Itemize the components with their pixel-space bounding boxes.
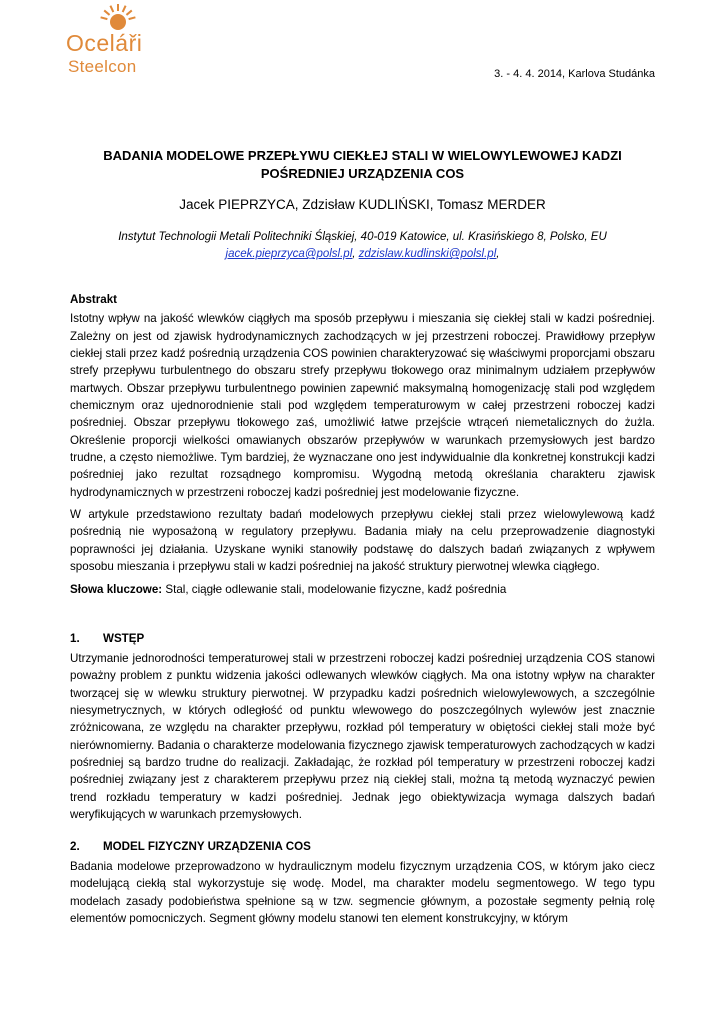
email-link-1[interactable]: jacek.pieprzyca@polsl.pl	[225, 248, 353, 260]
authors: Jacek PIEPRZYCA, Zdzisław KUDLIŃSKI, Tomasz MERDER	[179, 197, 546, 212]
paper-title	[70, 147, 655, 183]
logo-line2: Steelcon	[68, 57, 137, 76]
conference-logo	[66, 4, 176, 78]
keywords-text: Stal, ciągłe odlewanie stali, modelowanie fizyczne, kadź pośrednia	[162, 582, 507, 596]
section2-heading	[70, 840, 655, 853]
affiliation-block	[70, 229, 655, 263]
section2-paragraph: Badania modelowe przeprowadzono w hydraulicznym modelu fizycznym urządzenia COS, w którym jako ciecz modelującą ciekłą stal wykorzystuje się wodę. Model, ma charakter modelu segmentowego. W tego typu modelach zasady podobieństwa spełnione są w tzw. segmencie głównym, a pozostałe segmenty pełnią rolę elementów pomocniczych. Segment główny modelu stanowi ten element konstrukcyjny, w którym	[70, 860, 655, 926]
section2-body	[70, 858, 655, 927]
email-trail: ,	[496, 248, 500, 260]
keywords	[70, 581, 655, 598]
sunburst-logo-icon	[96, 4, 140, 32]
section1-heading	[70, 632, 655, 645]
section1-title: WSTĘP	[103, 632, 145, 645]
title-line1: BADANIA MODELOWE PRZEPŁYWU CIEKŁEJ STALI W WIELOWYLEWOWEJ KADZI	[103, 148, 622, 163]
section2-number: 2.	[70, 840, 80, 853]
affiliation: Instytut Technologii Metali Politechniki Śląskiej, 40-019 Katowice, ul. Krasińskiego 8, Polsko, EU	[118, 231, 607, 243]
abstract-section	[70, 291, 655, 598]
section1-body	[70, 650, 655, 823]
email-link-2[interactable]: zdzislaw.kudlinski@polsl.pl	[358, 248, 497, 260]
email-separator: ,	[352, 248, 359, 260]
section1-paragraph: Utrzymanie jednorodności temperaturowej stali w przestrzeni roboczej kadzi pośredniej urządzenia COS stanowi poważny problem z punktu widzenia jakości odlewanych wlewków ciągłych. Ma ona istotny wpływ na charakter tworzącej się w wlewku struktury pierwotnej. W przypadku kadzi pośrednich wielowylewowych, a szczególnie niesymetrycznych, w których odległość od punktu wlewowego do poszczególnych wylewów jest znacznie zróżnicowana, ze względu na charakter przepływu, rozkład pól temperatury w obiętości ciekłej stali może być nierównomierny. Badania o charakterze modelowania fizycznego zjawisk temperaturowych zachodzących w kadzi pośredniej są bardzo trudne do realizacji. Zakładając, że rozkład pól temperatury w przestrzeni roboczej kadzi pośredniej związany jest z charakterem przepływu przez nią ciekłej stali, można tą metodą wyznaczyć pewien trend rozkładu temperatury w kadzi pośredniej. Jednak jego obiektywizacja wymaga dalszych badań weryfikujących w warunkach przemysłowych.	[70, 652, 655, 822]
logo-line1: Oceláři	[66, 30, 143, 56]
section1-number: 1.	[70, 632, 80, 645]
emails	[70, 246, 655, 263]
abstract-paragraph-2: W artykule przedstawiono rezultaty badań modelowych przepływu ciekłej stali przez wielowylewową kadź pośrednią nie wyposażoną w regulatory przepływu. Badania miały na celu przeprowadzenie diagnostyki poprawności jej działania. Uzyskane wyniki stanowiły podstawę do dalszych badań związanych z wpływem sposobu mieszania i przepływu stali w kadzi pośredniej na jakość struktury pierwotnej wlewka ciągłego.	[70, 508, 655, 574]
conference-dateline: 3. - 4. 4. 2014, Karlova Studánka	[494, 68, 655, 80]
keywords-label: Słowa kluczowe:	[70, 582, 163, 596]
abstract-paragraph-1: Istotny wpływ na jakość wlewków ciągłych ma sposób przepływu i mieszania się ciekłej stali w kadzi pośredniej. Zależny on jest od zjawisk hydrodynamicznych zachodzących w jej przestrzeni roboczej. Prawidłowy przepływ ciekłej stali przez kadź pośrednią urządzenia COS powinien charakteryzować się właściwymi proporcjami obszaru strefy przepływu turbulentnego do obszaru strefy przepływu tłokowego oraz minimalnym udziałem przepływów martwych. Obszar przepływu turbulentnego powinien zapewnić maksymalną homogenizację stali pod względem chemicznym oraz ujednorodnienie stali pod względem temperaturowym w całej przestrzeni roboczej kadzi pośredniej. Obszar przepływu tłokowego zaś, umożliwić łatwe przejście wtrąceń niemetalicznych do żużla. Określenie proporcji wielkości omawianych obszarów przepływów w warunkach przemysłowych jest bardzo trudne, a często niemożliwe. Tym bardziej, że wyznaczane ono jest indywidualnie dla konkretnej konstrukcji kadzi pośredniej jako rezultat rozsądnego kompromisu. Wygodną metodą określania charakteru zjawisk hydrodynamicznych w przestrzeni roboczej kadzi pośredniej jest modelowanie fizyczne.	[70, 312, 655, 499]
section2-title: MODEL FIZYCZNY URZĄDZENIA COS	[103, 840, 311, 853]
abstract-heading: Abstrakt	[70, 293, 118, 306]
title-line2: POŚREDNIEJ URZĄDZENIA COS	[260, 166, 465, 181]
